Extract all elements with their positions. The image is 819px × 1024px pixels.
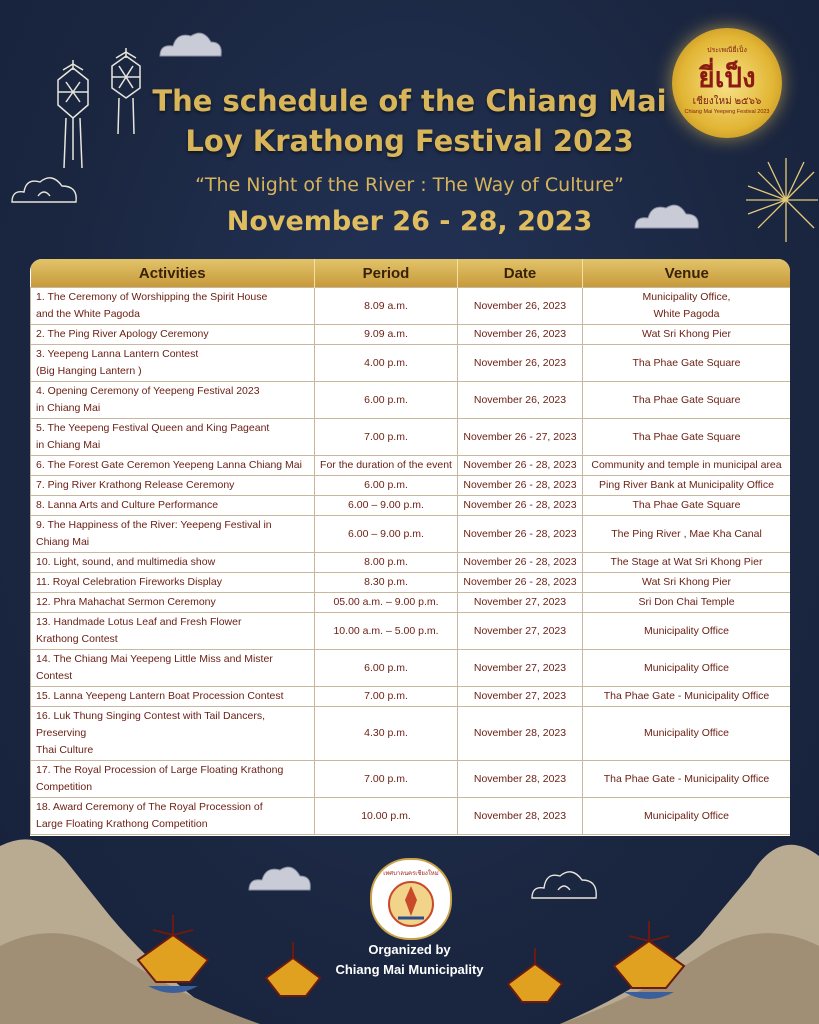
activity-cell: 4. Opening Ceremony of Yeepeng Festival 2023 in Chiang Mai <box>31 382 315 419</box>
logo-text-main: ยี่เป็ง <box>698 62 756 93</box>
venue-cell: Tha Phae Gate Square <box>583 382 791 419</box>
table-row <box>31 419 791 456</box>
period-cell: 4.30 p.m. <box>315 707 458 761</box>
date-cell: November 27, 2023 <box>458 593 583 613</box>
date-cell: November 26 - 28, 2023 <box>458 573 583 593</box>
organized-by-label: Organized by <box>368 942 451 957</box>
period-cell: 8.00 p.m. <box>315 553 458 573</box>
seal-text: เทศบาลนครเชียงใหม่ <box>383 871 439 877</box>
festival-dates: November 26 - 28, 2023 <box>226 206 593 237</box>
activity-cell: 15. Lanna Yeepeng Lantern Boat Procession Contest <box>31 687 315 707</box>
activity-cell: 12. Phra Mahachat Sermon Ceremony <box>31 593 315 613</box>
period-cell: 6.00 p.m. <box>315 382 458 419</box>
activity-cell: 1. The Ceremony of Worshipping the Spirit House and the White Pagoda <box>31 288 315 325</box>
table-row <box>31 345 791 382</box>
period-cell: 6.00 – 9.00 p.m. <box>315 496 458 516</box>
activity-cell: 10. Light, sound, and multimedia show <box>31 553 315 573</box>
period-cell: 7.00 p.m. <box>315 761 458 798</box>
logo-text-top: ประเพณียี่เป็ง <box>707 47 747 54</box>
period-cell: For the duration of the event <box>315 456 458 476</box>
venue-cell: Tha Phae Gate - Municipality Office <box>583 761 791 798</box>
date-cell: November 26 - 28, 2023 <box>458 456 583 476</box>
venue-cell: Tha Phae Gate Square <box>583 345 791 382</box>
activity-cell: 6. The Forest Gate Ceremon Yeepeng Lanna Chiang Mai <box>31 456 315 476</box>
period-cell: 9.09 a.m. <box>315 325 458 345</box>
page-subtitle: “The Night of the River : The Way of Culture” <box>195 174 624 196</box>
date-cell: November 26, 2023 <box>458 325 583 345</box>
activity-cell: 17. The Royal Procession of Large Floating Krathong Competition <box>31 761 315 798</box>
venue-cell: Ping River Bank at Municipality Office <box>583 476 791 496</box>
date-cell: November 28, 2023 <box>458 761 583 798</box>
table-header-row <box>31 259 791 288</box>
cloud-icon <box>244 858 314 898</box>
municipality-seal <box>370 858 452 940</box>
date-cell: November 26 - 28, 2023 <box>458 553 583 573</box>
logo-text-sub: เชียงใหม่ ๒๕๖๖ <box>692 96 762 107</box>
venue-cell: The Stage at Wat Sri Khong Pier <box>583 553 791 573</box>
schedule-table <box>30 259 790 836</box>
page-title-line2: Loy Krathong Festival 2023 <box>185 124 634 158</box>
header-date: Date <box>458 259 583 288</box>
venue-cell: Tha Phae Gate Square <box>583 496 791 516</box>
date-cell: November 26 - 28, 2023 <box>458 516 583 553</box>
cloud-icon <box>155 26 225 66</box>
activity-cell: 13. Handmade Lotus Leaf and Fresh Flower Krathong Contest <box>31 613 315 650</box>
activity-cell: 9. The Happiness of the River: Yeepeng Festival in Chiang Mai <box>31 516 315 553</box>
date-cell: November 26 - 28, 2023 <box>458 476 583 496</box>
period-cell: 05.00 a.m. – 9.00 p.m. <box>315 593 458 613</box>
date-cell: November 26, 2023 <box>458 345 583 382</box>
venue-cell: Municipality Office <box>583 650 791 687</box>
table-row <box>31 325 791 345</box>
venue-cell: Community and temple in municipal area <box>583 456 791 476</box>
header-venue: Venue <box>583 259 791 288</box>
period-cell: 4.00 p.m. <box>315 345 458 382</box>
table-row <box>31 613 791 650</box>
table-row <box>31 382 791 419</box>
venue-cell: Wat Sri Khong Pier <box>583 573 791 593</box>
table-row <box>31 476 791 496</box>
date-cell: November 26, 2023 <box>458 382 583 419</box>
activity-cell: 11. Royal Celebration Fireworks Display <box>31 573 315 593</box>
venue-cell: Municipality Office <box>583 798 791 835</box>
period-cell: 6.00 p.m. <box>315 476 458 496</box>
period-cell: 7.00 p.m. <box>315 419 458 456</box>
table-row <box>31 516 791 553</box>
venue-cell: Tha Phae Gate Square <box>583 419 791 456</box>
activity-cell: 2. The Ping River Apology Ceremony <box>31 325 315 345</box>
date-cell: November 26 - 27, 2023 <box>458 419 583 456</box>
period-cell: 10.00 a.m. – 5.00 p.m. <box>315 613 458 650</box>
date-cell: November 27, 2023 <box>458 613 583 650</box>
venue-cell: The Ping River , Mae Kha Canal <box>583 516 791 553</box>
organizer-name: Chiang Mai Municipality <box>335 962 484 977</box>
activity-cell: 14. The Chiang Mai Yeepeng Little Miss and Mister Contest <box>31 650 315 687</box>
table-row <box>31 650 791 687</box>
logo-text-en: Chiang Mai Yeepeng Festival 2023 <box>684 109 770 115</box>
period-cell: 8.09 a.m. <box>315 288 458 325</box>
krathong-icon <box>604 916 694 1006</box>
period-cell: 6.00 – 9.00 p.m. <box>315 516 458 553</box>
table-row <box>31 553 791 573</box>
date-cell: November 28, 2023 <box>458 707 583 761</box>
table-row <box>31 707 791 761</box>
date-cell: November 26, 2023 <box>458 288 583 325</box>
activity-cell: 5. The Yeepeng Festival Queen and King Pageant in Chiang Mai <box>31 419 315 456</box>
date-cell: November 28, 2023 <box>458 798 583 835</box>
venue-cell: Municipality Office, White Pagoda <box>583 288 791 325</box>
table-row <box>31 687 791 707</box>
venue-cell: Municipality Office <box>583 707 791 761</box>
seal-emblem-icon <box>386 878 436 930</box>
date-cell: November 27, 2023 <box>458 650 583 687</box>
period-cell: 6.00 p.m. <box>315 650 458 687</box>
activity-cell: 16. Luk Thung Singing Contest with Tail Dancers, Preserving Thai Culture <box>31 707 315 761</box>
table-row <box>31 761 791 798</box>
table-row <box>31 456 791 476</box>
activity-cell: 3. Yeepeng Lanna Lantern Contest (Big Hanging Lantern ) <box>31 345 315 382</box>
venue-cell: Municipality Office <box>583 613 791 650</box>
period-cell: 10.00 p.m. <box>315 798 458 835</box>
venue-cell: Sri Don Chai Temple <box>583 593 791 613</box>
period-cell: 8.30 p.m. <box>315 573 458 593</box>
activity-cell: 7. Ping River Krathong Release Ceremony <box>31 476 315 496</box>
page-title-line1: The schedule of the Chiang Mai <box>152 84 667 118</box>
table-row <box>31 593 791 613</box>
table-row <box>31 288 791 325</box>
festival-logo <box>672 28 782 138</box>
activity-cell: 18. Award Ceremony of The Royal Procession of Large Floating Krathong Competition <box>31 798 315 835</box>
table-row <box>31 573 791 593</box>
date-cell: November 26 - 28, 2023 <box>458 496 583 516</box>
date-cell: November 27, 2023 <box>458 687 583 707</box>
activity-cell: 8. Lanna Arts and Culture Performance <box>31 496 315 516</box>
header-activities: Activities <box>31 259 315 288</box>
table-row <box>31 496 791 516</box>
cloud-icon <box>528 860 602 904</box>
header-period: Period <box>315 259 458 288</box>
venue-cell: Wat Sri Khong Pier <box>583 325 791 345</box>
period-cell: 7.00 p.m. <box>315 687 458 707</box>
venue-cell: Tha Phae Gate - Municipality Office <box>583 687 791 707</box>
